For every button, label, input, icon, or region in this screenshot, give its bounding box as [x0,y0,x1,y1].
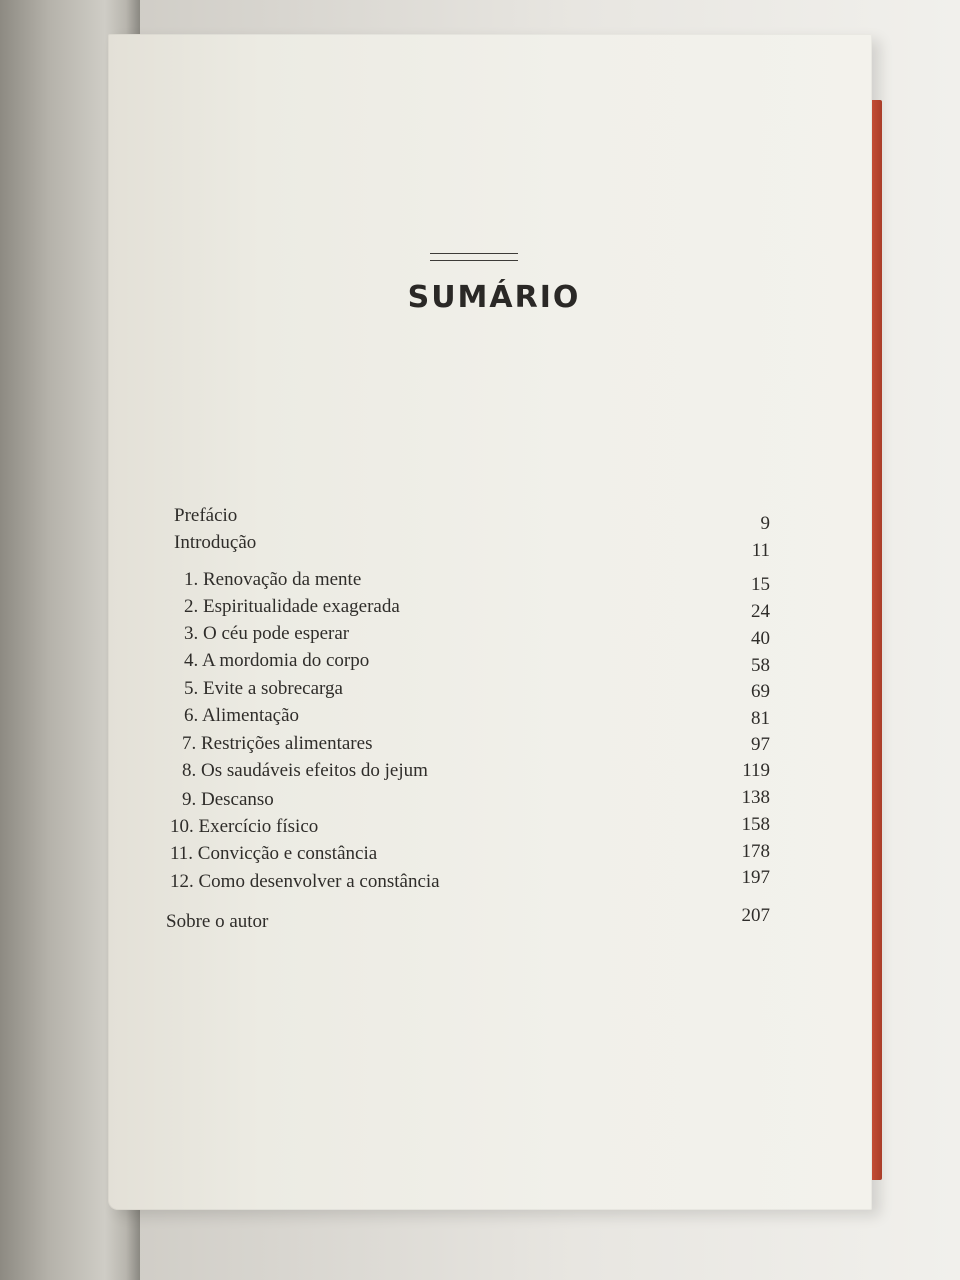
toc-entry-page: 58 [751,655,770,676]
toc-entry-page: 11 [751,540,770,561]
toc-entry [0,532,960,560]
toc-entry [0,596,960,624]
toc-entry [0,678,960,706]
toc-entry-page: 97 [751,734,770,755]
toc-entry [0,816,960,844]
toc-entry-page: 197 [741,867,770,888]
toc-entry-title: 3. O céu pode esperar [184,623,350,644]
toc-entry-page: 69 [751,681,770,702]
toc-entry [0,733,960,761]
toc-entry [0,905,960,939]
toc-entry-title: 6. Alimentação [184,705,300,726]
toc-entry [0,867,960,899]
toc-entry-page: 81 [751,708,770,729]
toc-entry [0,623,960,651]
toc-entry [0,569,960,597]
toc-entry-title: 10. Exercício físico [170,816,319,837]
toc-entry-title: 9. Descanso [182,789,274,810]
toc-entry-title: 2. Espiritualidade exagerada [184,596,400,617]
toc-entry-title: Introdução [174,532,257,553]
toc-entry [0,650,960,678]
toc-entry [0,705,960,733]
toc-entry-page: 178 [741,841,770,862]
toc-entry-page: 15 [751,574,770,595]
toc-entry-page: 207 [741,905,770,926]
toc-entry-title: Prefácio [174,505,238,526]
toc-entry-title: 1. Renovação da mente [184,569,362,590]
toc-entry-page: 40 [751,628,770,649]
toc-entry-title: 12. Como desenvolver a constância [170,871,440,892]
toc-entry [0,760,960,788]
toc-entry-title: 8. Os saudáveis efeitos do jejum [182,760,428,781]
toc-entry-page: 138 [741,787,770,808]
toc-entry [0,843,960,871]
toc-entry-page: 119 [742,760,770,781]
toc-entry-title: 7. Restrições alimentares [182,733,373,754]
page-title: SUMÁRIO [407,280,581,315]
toc-entry-title: 11. Convicção e constância [170,843,378,864]
toc-entry [0,789,960,817]
toc-entry-title: 5. Evite a sobrecarga [184,678,343,699]
toc-entry-page: 158 [741,814,770,835]
toc-entry-title: Sobre o autor [166,911,269,932]
toc-entry-page: 24 [751,601,770,622]
toc-entry [0,505,960,533]
toc-entry-title: 4. A mordomia do corpo [184,650,370,671]
toc-entry-page: 9 [760,513,770,534]
